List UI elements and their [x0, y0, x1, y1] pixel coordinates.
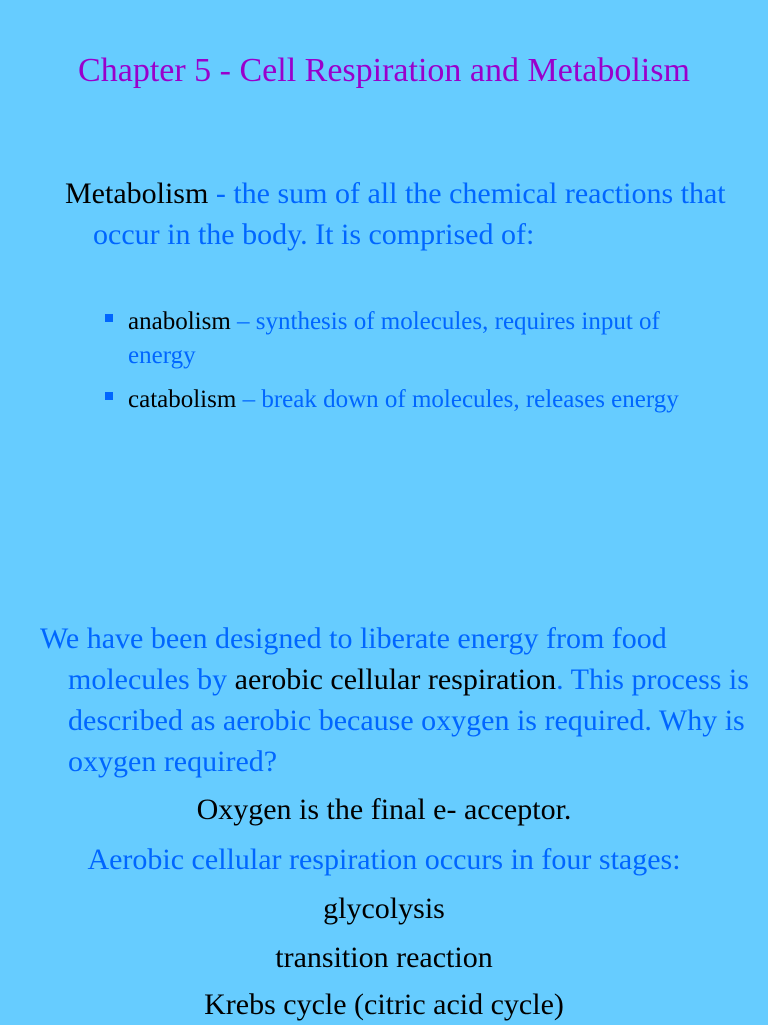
- stage-item: transition reaction: [275, 941, 493, 974]
- metabolism-types-list: [105, 305, 705, 427]
- oxygen-answer: Oxygen is the final e- acceptor.: [196, 793, 572, 826]
- list-item-catabolism: [105, 383, 705, 417]
- aerobic-text-part1: We have been designed to liberate energy from food molecules by: [40, 622, 667, 696]
- slide-title: Chapter 5 - Cell Respiration and Metabolism: [78, 52, 690, 89]
- bullet-term: anabolism: [128, 308, 231, 335]
- stage-item: Krebs cycle (citric acid cycle): [204, 988, 564, 1021]
- stage-item: glycolysis: [323, 892, 445, 925]
- stages-intro: Aerobic cellular respiration occurs in four stages:: [87, 843, 681, 876]
- bullet-term: catabolism: [128, 386, 237, 413]
- definition-text: - the sum of all the chemical reactions that occur in the body. It is comprised of:: [93, 177, 726, 251]
- metabolism-definition: [65, 173, 733, 255]
- bullet-text: – synthesis of molecules, requires input of energy: [128, 308, 660, 369]
- definition-term: Metabolism: [65, 177, 209, 210]
- square-bullet-icon: [105, 314, 113, 322]
- square-bullet-icon: [105, 392, 113, 400]
- bullet-text: – break down of molecules, releases energy: [236, 386, 679, 413]
- aerobic-text-part2: . This process is described as aerobic because oxygen is required. Why is oxygen required?: [68, 663, 749, 778]
- aerobic-respiration-paragraph: [40, 618, 768, 782]
- aerobic-emphasis: aerobic cellular respiration: [234, 663, 557, 696]
- list-item-anabolism: [105, 305, 705, 373]
